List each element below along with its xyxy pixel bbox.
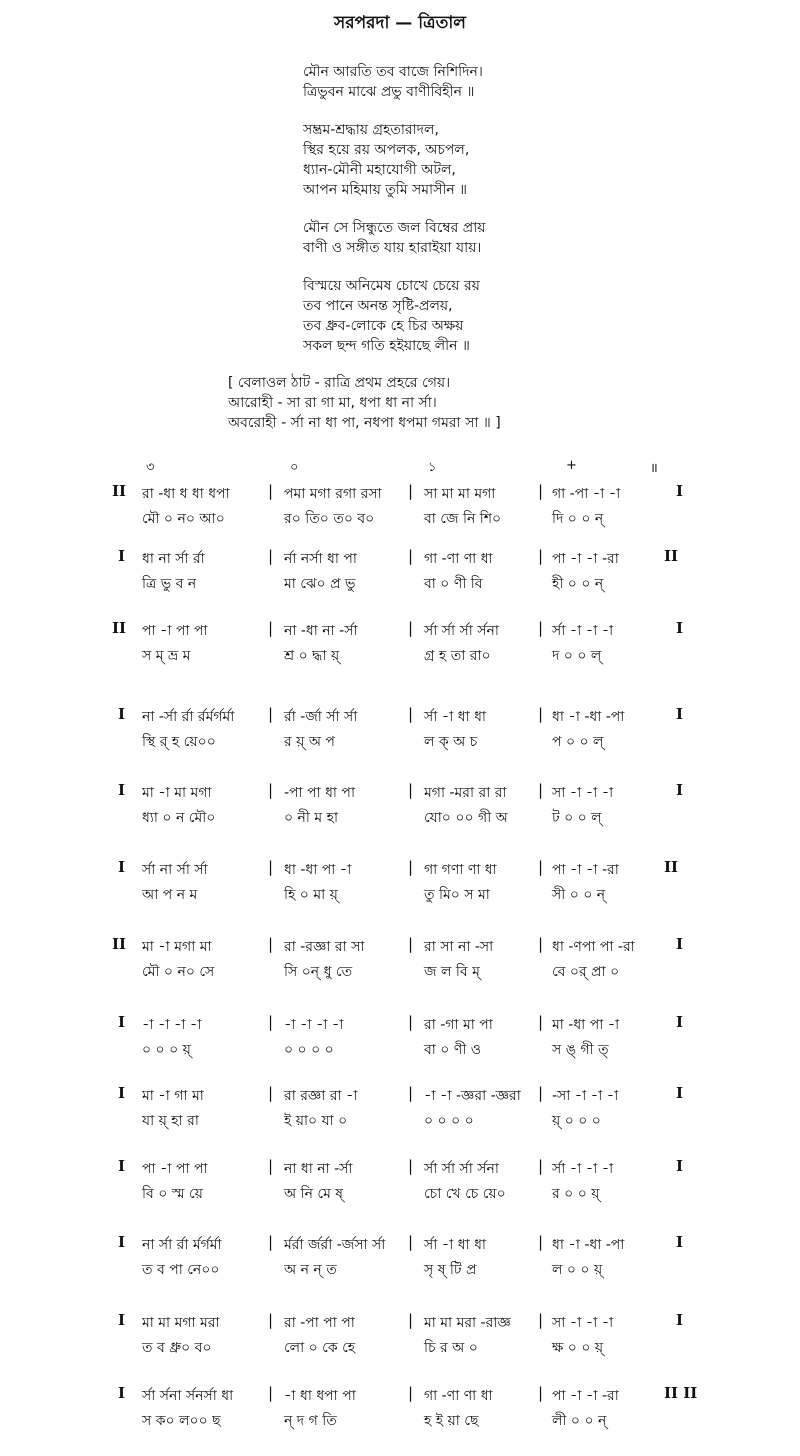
swar-group: রা -ধা ধ ধা ধপা [142,486,230,502]
verse-line: সকল ছন্দ গতি হইয়াছে লীন ॥ [303,338,470,354]
lyric-group: মৌ ০ ন০ আ০ [142,511,225,527]
stanza-4 [303,276,703,356]
notation-row [0,781,800,837]
bar-divider: | [268,1233,274,1251]
verse-line: আপন মহিমায় তুমি সমাসীন ॥ [303,182,468,198]
start-marker: I [118,1157,126,1175]
bar-divider: | [268,1311,274,1329]
swar-group: র্সা -া ধা ধা [424,1237,486,1253]
lyric-group: মা ঝে০ প্র ভু [284,576,356,592]
lyric-line [0,507,800,529]
lyric-group: ত ব ধ্রু০ ব০ [142,1340,212,1356]
bar-divider: | [538,547,544,565]
notation-row [0,1157,800,1213]
lyric-line [0,1336,800,1358]
bar-divider: | [538,482,544,500]
swar-group: না ধা না -র্সা [284,1161,353,1177]
lyric-group: র য়্ অ প [284,734,335,750]
swar-group: সা -া -া -া [552,785,614,801]
verse-line: ত্রিভুবন মাঝে প্রভু বাণীবিহীন ॥ [303,84,475,100]
lyric-group: বে ০র্ প্রা ০ [552,964,620,980]
start-marker: I [118,1084,126,1102]
swar-group: র্না নর্সা ধা পা [284,551,357,567]
end-marker: I [676,1233,684,1251]
swar-group: পা -া -া -রা [552,551,619,567]
song-lyrics [303,62,703,374]
lyric-group: ল ক্ অ চ [424,734,478,750]
raga-thaat-line: [ বেলাওল ঠাট - রাত্রি প্রথম প্রহরে গেয়। [228,375,451,391]
swar-group: রা -পা পা পা [284,1315,355,1331]
notation-row [0,547,800,603]
start-marker: I [118,1384,126,1402]
verse-line: বাণী ও সঙ্গীত যায় হারাইয়া যায়। [303,240,482,256]
notation-row [0,1013,800,1069]
lyric-group: হ ই য়া ছে [424,1413,479,1429]
lyric-group: অ ন ন্ ত [284,1262,337,1278]
bar-divider: | [408,482,414,500]
swar-group: না র্সা র্রা র্মর্গর্মা [142,1237,222,1253]
notation-row [0,1311,800,1367]
swar-group: পা -া -া -রা [552,1388,619,1404]
swar-group: সা মা মা মগা [424,486,496,502]
notation-row [0,935,800,991]
lyric-group: সী ০ ০ ন্ [552,887,606,903]
bar-divider: | [408,781,414,799]
lyric-group: চো খে চে য়ে০ [424,1186,506,1202]
end-marker: II II [664,1384,698,1402]
bar-divider: | [538,1157,544,1175]
notation-row [0,482,800,538]
lyric-group: ধ্যা ০ ন মৌ০ [142,810,216,826]
lyric-line [0,572,800,594]
start-marker: I [118,858,126,876]
page-title: সরপরদা — ত্রিতাল [334,13,466,33]
swar-line [0,1311,800,1333]
raga-arohi-line: আরোহী - সা রা গা মা, ধপা ধা না র্সা। [228,395,437,411]
stanza-3 [303,218,703,258]
lyric-group: হি ০ মা য়্ [284,887,338,903]
lyric-group: র০ তি০ ত০ ব০ [284,511,375,527]
start-marker: II [112,935,127,953]
swar-group: -া -া -া -া [142,1017,202,1033]
swar-line [0,547,800,569]
bar-divider: | [408,1013,414,1031]
swar-group: মগা -মরা রা রা [424,785,507,801]
lyric-line [0,644,800,666]
bar-divider: | [538,935,544,953]
bar-divider: | [268,935,274,953]
bar-divider: | [408,619,414,637]
start-marker: II [112,482,127,500]
swar-group: মা মা মরা -রাজ্ঞ [424,1315,511,1331]
lyric-group: য়্ ০ ০ ০ [552,1113,601,1129]
bar-divider: | [268,482,274,500]
swar-group: রা -গা মা পা [424,1017,493,1033]
beat-marker: ০ [290,460,299,475]
swar-group: সা -া -া -া [552,1315,614,1331]
verse-line: স্থির হয়ে রয় অপলক, অচপল, [303,142,470,158]
swar-group: গা -ণা ণা ধা [424,551,493,567]
lyric-line [0,1258,800,1280]
lyric-line [0,883,800,905]
lyric-group: দি ০ ০ ন্ [552,511,604,527]
bar-divider: | [408,1233,414,1251]
verse-line: সম্ভ্রম-শ্রদ্ধায় গ্রহতারাদল, [303,122,439,138]
bar-divider: | [538,781,544,799]
bar-divider: | [268,1084,274,1102]
end-marker: I [676,1157,684,1175]
lyric-group: ন্ দ গ তি [284,1413,337,1429]
lyric-group: বা ০ ণী বি [424,576,483,592]
bar-divider: | [408,547,414,565]
lyric-group: যো০ ০০ গী অ [424,810,508,826]
beat-marker: ১ [428,460,437,475]
lyric-group: ট ০ ০ ল্ [552,810,602,826]
swar-group: গা গণা ণা ধা [424,862,497,878]
swar-group: গা -পা -া -া [552,486,621,502]
start-marker: II [112,619,127,637]
swar-line [0,1384,800,1406]
end-marker: I [676,1013,684,1031]
end-marker: I [676,781,684,799]
beat-markers [0,458,800,480]
swar-group: ধা -ণপা পা -রা [552,939,635,955]
lyric-group: প ০ ০ ল্ [552,734,604,750]
swar-line [0,482,800,504]
bar-divider: | [538,1384,544,1402]
lyric-group: বা জে নি শি০ [424,511,502,527]
bar-divider: | [268,858,274,876]
bar-divider: | [408,705,414,723]
verse-line: মৌন সে সিন্ধুতে জল বিম্বের প্রায় [303,220,486,236]
stanza-2 [303,120,703,200]
lyric-group: বি ০ স্ম য়ে [142,1186,203,1202]
bar-divider: | [268,547,274,565]
lyric-group: দ ০ ০ ল্ [552,648,602,664]
lyric-group: স্থি র্ হ য়ে০০ [142,734,216,750]
swar-group: র্রা -র্জা র্সা র্সা [284,709,358,725]
end-marker: I [676,1084,684,1102]
bar-divider: | [408,1384,414,1402]
bar-divider: | [408,1157,414,1175]
bar-divider: | [268,619,274,637]
lyric-group: স ক০ ল০০ ছ [142,1413,221,1429]
lyric-group: মৌ ০ ন০ সে [142,964,215,980]
swar-group: মা -া মগা মা [142,939,212,955]
swar-group: পা -া পা পা [142,1161,208,1177]
bar-divider: | [268,1013,274,1031]
swar-line [0,1233,800,1255]
swar-group: -া ধা ধপা পা [284,1388,356,1404]
lyric-line [0,1182,800,1204]
bar-divider: | [538,1233,544,1251]
lyric-group: হী ০ ০ ন্ [552,576,604,592]
beat-marker: ৩ [146,460,155,475]
notation-row [0,619,800,675]
bar-divider: | [268,781,274,799]
notation-row [0,858,800,914]
lyric-group: ক্ষ ০ ০ য়্ [552,1340,604,1356]
bar-divider: | [268,1157,274,1175]
swar-group: র্সা -া -া -া [552,1161,614,1177]
beat-marker: ॥ [650,461,658,476]
end-marker: I [676,705,684,723]
verse-line: মৌন আরতি তব বাজে নিশিদিন। [303,64,483,80]
lyric-group: ০ ০ ০ ০ [424,1113,474,1129]
lyric-group: ০ নী ম হা [284,810,339,826]
raga-info [228,373,708,433]
lyric-group: চি র অ ০ [424,1340,478,1356]
bar-divider: | [408,1311,414,1329]
start-marker: I [118,547,126,565]
swar-group: না -ধা না -র্সা [284,623,358,639]
swar-group: ধা -া -ধা -পা [552,1237,625,1253]
end-marker: I [676,482,684,500]
bar-divider: | [538,1084,544,1102]
lyric-group: র ০ ০ য়্ [552,1186,600,1202]
swar-group: মা মা মগা মরা [142,1315,220,1331]
notation-row [0,1084,800,1140]
bar-divider: | [538,619,544,637]
lyric-line [0,806,800,828]
bar-divider: | [408,935,414,953]
verse-line: তব ধ্রুব-লোকে হে চির অক্ষয় [303,318,464,334]
lyric-line [0,1409,800,1431]
swar-line [0,705,800,727]
lyric-line [0,730,800,752]
swar-group: মা -া গা মা [142,1088,204,1104]
lyric-line [0,960,800,982]
notation-row [0,1384,800,1440]
verse-line: তব পানে অনন্ত সৃষ্টি-প্রলয়, [303,298,453,314]
notation-row [0,705,800,761]
swar-group: র্সা -া ধা ধা [424,709,486,725]
stanza-1 [303,62,703,102]
lyric-group: সি ০ন্ ধু তে [284,964,353,980]
beat-marker: + [566,458,577,473]
start-marker: I [118,1311,126,1329]
lyric-group: ত ব পা নে০০ [142,1262,220,1278]
lyric-group: লী ০ ০ ন্ [552,1413,607,1429]
lyric-group: ই য়া০ যা ০ [284,1113,348,1129]
end-marker: I [676,935,684,953]
lyric-group: ০ ০ ০ য়্ [142,1042,191,1058]
swar-group: ধা -ধা পা -া [284,862,352,878]
lyric-group: আ প ন ম [142,887,198,903]
lyric-line [0,1038,800,1060]
lyric-group: বা ০ ণী ও [424,1042,482,1058]
swar-group: র্সা র্সা র্সা র্সনা [424,1161,499,1177]
bar-divider: | [408,858,414,876]
raga-avarohi-line: অবরোহী - র্সা না ধা পা, নধপা ধপমা গমরা সা ॥ ] [228,415,501,431]
swar-group: র্সা না র্সা র্সা [142,862,208,878]
start-marker: I [118,705,126,723]
swar-group: -া -া -জ্ঞরা -জ্ঞরা [424,1088,521,1104]
end-marker: I [676,1311,684,1329]
lyric-group: শ্র ০ দ্ধা য়্ [284,648,340,664]
bar-divider: | [538,1311,544,1329]
end-marker: II [664,858,679,876]
bar-divider: | [538,705,544,723]
swar-group: গা -ণা ণা ধা [424,1388,493,1404]
bar-divider: | [268,705,274,723]
lyric-group: স ম্ ভ্র ম [142,648,191,664]
lyric-group: অ নি মে ষ্ [284,1186,344,1202]
swar-group: র্সা র্সনা র্সনর্সা ধা [142,1388,234,1404]
swar-line [0,1013,800,1035]
verse-line: ধ্যান-মৌনী মহাযোগী অটল, [303,162,456,178]
verse-line: বিস্ময়ে অনিমেষ চোখে চেয়ে রয় [303,278,480,294]
lyric-group: তু মি০ স মা [424,887,490,903]
swar-line [0,619,800,641]
swar-group: ধা -া -ধা -পা [552,709,625,725]
end-marker: I [676,619,684,637]
swar-group: র্সা -া -া -া [552,623,614,639]
bar-divider: | [538,1013,544,1031]
bar-divider: | [538,858,544,876]
bar-divider: | [408,1084,414,1102]
lyric-group: লো ০ কে হে [284,1340,356,1356]
swar-group: মা -া মা মগা [142,785,212,801]
swar-group: পা -া -া -রা [552,862,619,878]
lyric-group: ০ ০ ০ ০ [284,1042,334,1058]
lyric-group: ল ০ ০ য়্ [552,1262,603,1278]
swar-group: -া -া -া -া [284,1017,344,1033]
swar-line [0,858,800,880]
swar-group: র্সা র্সা র্সা র্সনা [424,623,499,639]
lyric-group: যা য়্ হা রা [142,1113,199,1129]
end-marker: II [664,547,679,565]
swar-group: রা সা না -সা [424,939,494,955]
lyric-group: জ ল বি ম্ [424,964,480,980]
lyric-line [0,1109,800,1131]
swar-group: -পা পা ধা পা [284,785,355,801]
lyric-group: গ্র হ তা রা০ [424,648,491,664]
swar-group: ধা না র্সা র্রা [142,551,205,567]
lyric-group: স ঙ্ গী ত্ [552,1042,609,1058]
lyric-group: ত্রি ভু ব ন [142,576,197,592]
swar-group: না -র্সা র্রা র্রর্মর্গর্মা [142,709,235,725]
swar-group: রা -রজ্ঞা রা সা [284,939,365,955]
swar-group: মা -ধা পা -া [552,1017,620,1033]
swar-line [0,1157,800,1179]
swar-group: রা রজ্ঞা রা -া [284,1088,358,1104]
swar-group: র্মর্রা র্জর্রা -র্জসা র্সা [284,1237,386,1253]
lyric-group: সৃ ষ্ টি প্র [424,1262,477,1278]
swar-line [0,781,800,803]
swar-group: পা -া পা পা [142,623,208,639]
start-marker: I [118,1013,126,1031]
start-marker: I [118,1233,126,1251]
swar-group: -সা -া -া -া [552,1088,619,1104]
notation-row [0,1233,800,1289]
bar-divider: | [268,1384,274,1402]
swar-line [0,1084,800,1106]
swar-line [0,935,800,957]
start-marker: I [118,781,126,799]
swar-group: পমা মগা রগা রসা [284,486,382,502]
